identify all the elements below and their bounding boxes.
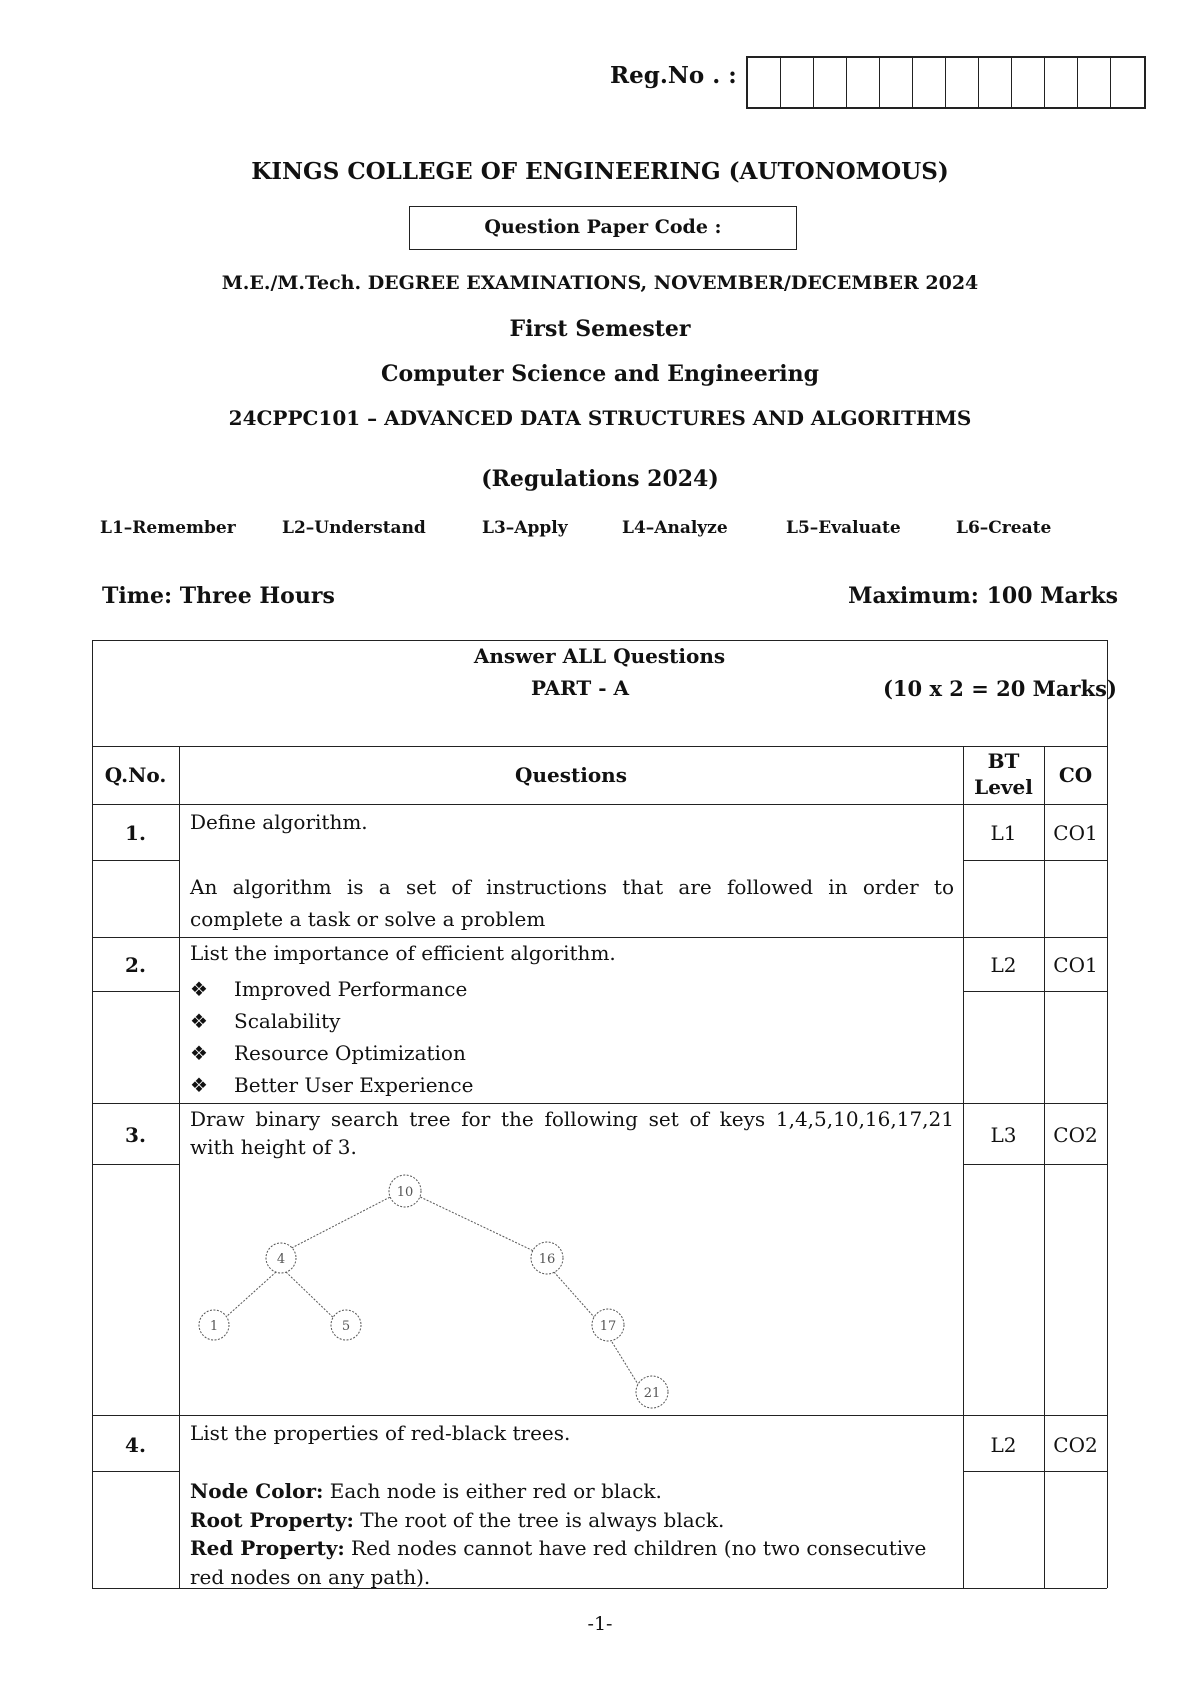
list-item: [190, 1005, 473, 1037]
course-outcome: CO2: [1053, 1123, 1098, 1147]
diamond-bullet-icon: ❖: [190, 1041, 208, 1065]
reg-no-digit-box[interactable]: [847, 58, 880, 107]
property-text: The root of the tree is always black.: [353, 1507, 725, 1532]
list-item: [190, 973, 473, 1005]
department: Computer Science and Engineering: [380, 361, 820, 387]
property-line: [190, 1534, 926, 1563]
diamond-bullet-icon: ❖: [190, 1073, 208, 1097]
reg-no-digit-box[interactable]: [1078, 58, 1111, 107]
reg-no-digit-box[interactable]: [880, 58, 913, 107]
list-item-text: Resource Optimization: [234, 1041, 466, 1065]
property-label: Root Property:: [190, 1507, 354, 1532]
table-border: [963, 991, 1107, 992]
part-marks: (10 x 2 = 20 Marks): [883, 676, 1117, 701]
level-label: L5–Evaluate: [786, 518, 901, 538]
college-name: KINGS COLLEGE OF ENGINEERING (AUTONOMOUS): [251, 158, 949, 185]
reg-no-digit-box[interactable]: [946, 58, 979, 107]
regulations: (Regulations 2024): [481, 466, 719, 492]
reg-no-boxes[interactable]: [746, 56, 1146, 109]
bt-header-line: Level: [974, 775, 1033, 799]
reg-no-digit-box[interactable]: [1045, 58, 1078, 107]
tree-node-label: 10: [396, 1185, 414, 1200]
tree-node-label: 4: [276, 1252, 286, 1267]
table-border: [92, 860, 179, 861]
answer-text: complete a task or solve a problem: [190, 907, 546, 931]
question-text: Define algorithm.: [190, 810, 368, 834]
table-border: [963, 1471, 1107, 1472]
property-line: red nodes on any path).: [190, 1564, 431, 1589]
column-header-bt-level: [963, 748, 1044, 800]
list-item-text: Better User Experience: [234, 1073, 474, 1097]
column-header-questions: Questions: [515, 763, 627, 787]
tree-node-label: 16: [538, 1252, 556, 1267]
bt-level: L3: [990, 1123, 1017, 1147]
level-label: L4–Analyze: [622, 518, 728, 538]
tree-node-label: 21: [643, 1386, 661, 1401]
property-text: Red nodes cannot have red children (no two consecutive: [344, 1536, 927, 1560]
question-text: with height of 3.: [190, 1135, 357, 1159]
table-border: [92, 746, 1107, 747]
table-border: [963, 746, 964, 1588]
tree-edge: [414, 1194, 540, 1254]
reg-no-digit-box[interactable]: [814, 58, 847, 107]
property-label: Node Color:: [190, 1479, 324, 1503]
level-label: L1–Remember: [100, 518, 236, 538]
exam-duration: Time: Three Hours: [102, 583, 335, 609]
tree-node-label: 1: [209, 1319, 219, 1334]
bt-level: L2: [990, 953, 1017, 977]
table-border: [92, 1164, 179, 1165]
question-number: 3.: [125, 1123, 146, 1147]
reg-no-digit-box[interactable]: [913, 58, 946, 107]
list-item-text: Improved Performance: [234, 977, 468, 1001]
column-header-qno: Q.No.: [104, 763, 167, 787]
diamond-bullet-icon: ❖: [190, 1009, 208, 1033]
table-border: [92, 804, 1107, 805]
tree-node-label: 17: [599, 1319, 617, 1334]
list-item-text: Scalability: [234, 1009, 341, 1033]
red-black-properties: [190, 1477, 926, 1591]
binary-search-tree-diagram: [190, 1166, 690, 1412]
exam-title: M.E./M.Tech. DEGREE EXAMINATIONS, NOVEMBER/DECEMBER 2024: [221, 272, 979, 294]
reg-no-digit-box[interactable]: [1111, 58, 1144, 107]
level-label: L6–Create: [956, 518, 1052, 538]
answer-all-instruction: Answer ALL Questions: [473, 644, 726, 668]
property-text: Each node is either red or black.: [323, 1479, 662, 1503]
semester: First Semester: [509, 316, 691, 342]
property-line: [190, 1477, 926, 1506]
table-border: [963, 860, 1107, 861]
bt-level: L2: [990, 1433, 1017, 1457]
page-number: -1-: [587, 1613, 613, 1635]
reg-no-digit-box[interactable]: [1012, 58, 1045, 107]
table-border: [1107, 640, 1108, 1588]
part-title: PART - A: [531, 676, 629, 700]
reg-no-label: Reg.No . :: [610, 62, 737, 89]
list-item: [190, 1037, 473, 1069]
table-border: [92, 1471, 179, 1472]
table-border: [1044, 746, 1045, 1588]
question-paper-code-box: Question Paper Code :: [409, 206, 797, 250]
bt-header-line: BT: [987, 749, 1020, 773]
column-header-co: CO: [1058, 763, 1093, 787]
course-title: 24CPPC101 – ADVANCED DATA STRUCTURES AND ALGORITHMS: [228, 406, 972, 430]
course-outcome: CO1: [1053, 953, 1098, 977]
question-number: 4.: [125, 1433, 146, 1457]
table-border: [92, 991, 179, 992]
reg-no-digit-box[interactable]: [781, 58, 814, 107]
question-text: List the importance of efficient algorithm.: [190, 941, 616, 965]
question-text: List the properties of red-black trees.: [190, 1421, 571, 1445]
tree-edge: [280, 1194, 396, 1254]
table-border: [92, 1103, 1107, 1104]
course-outcome: CO2: [1053, 1433, 1098, 1457]
level-label: L2–Understand: [282, 518, 426, 538]
question-number: 2.: [125, 953, 146, 977]
reg-no-digit-box[interactable]: [979, 58, 1012, 107]
tree-node-label: 5: [341, 1319, 351, 1334]
importance-list: [190, 973, 473, 1101]
property-label: Red Property:: [190, 1536, 345, 1560]
table-border: [92, 640, 1107, 641]
maximum-marks: Maximum: 100 Marks: [848, 583, 1118, 609]
table-border: [963, 1164, 1107, 1165]
table-border: [179, 746, 180, 1588]
bt-level: L1: [990, 821, 1017, 845]
list-item: [190, 1069, 473, 1101]
answer-text: An algorithm is a set of instructions that are followed in order to: [190, 875, 954, 899]
diamond-bullet-icon: ❖: [190, 977, 208, 1001]
property-line: [190, 1506, 926, 1535]
table-border: [92, 1415, 1107, 1416]
level-label: L3–Apply: [482, 518, 568, 538]
question-text: Draw binary search tree for the following set of keys 1,4,5,10,16,17,21: [190, 1107, 954, 1131]
question-number: 1.: [125, 821, 146, 845]
course-outcome: CO1: [1053, 821, 1098, 845]
table-border: [92, 937, 1107, 938]
reg-no-digit-box[interactable]: [748, 58, 781, 107]
